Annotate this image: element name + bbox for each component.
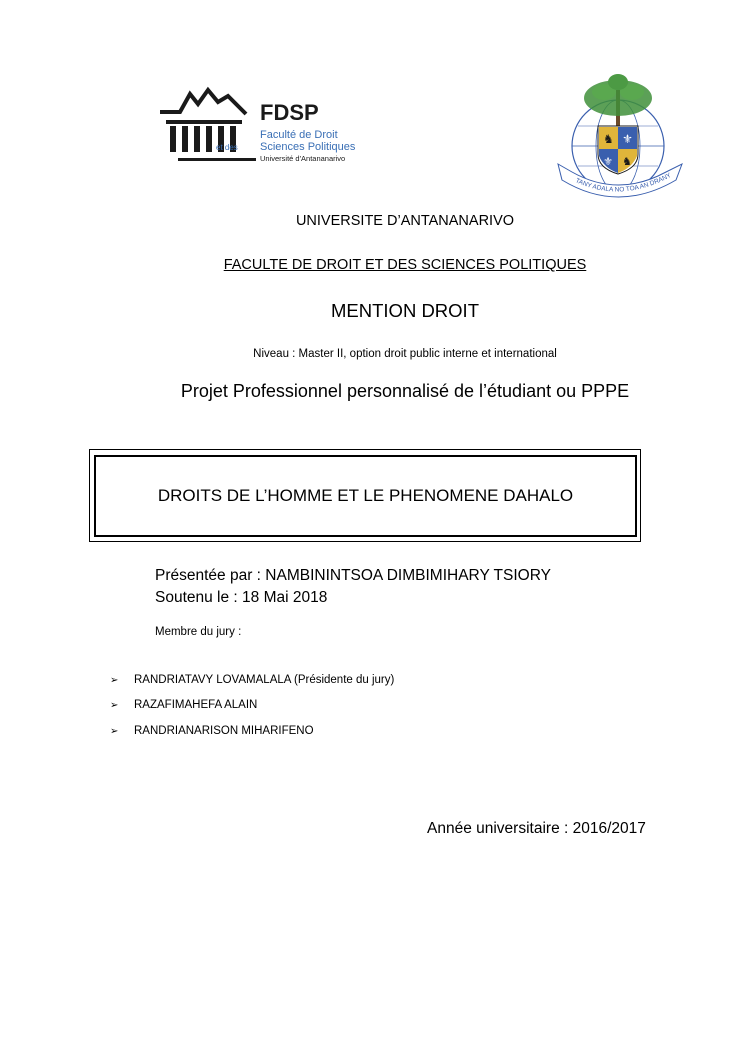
university-name: UNIVERSITE D’ANTANANARIVO: [295, 213, 515, 229]
list-item: [110, 674, 394, 686]
fdsp-line3: Université d'Antananarivo: [260, 154, 346, 163]
fdsp-abbr: FDSP: [260, 100, 319, 125]
list-item: [110, 725, 314, 737]
arrow-bullet-icon: ➢: [110, 699, 119, 711]
fdsp-line1: Faculté de Droit: [260, 129, 338, 141]
seal-motto: TANY ADALA NO TOA AN DRANY: [574, 171, 673, 194]
university-seal-logo: [554, 68, 686, 208]
list-item: [110, 699, 257, 711]
svg-text:⚜: ⚜: [622, 132, 633, 146]
jury-label: Membre du jury :: [155, 626, 242, 638]
fdsp-line2-prefix: et des: [216, 143, 238, 152]
jury-member-name: RANDRIATAVY LOVAMALALA (Présidente du jury): [134, 674, 395, 686]
defense-date: Soutenu le : 18 Mai 2018: [155, 589, 328, 606]
svg-text:⚜: ⚜: [603, 156, 613, 168]
arrow-bullet-icon: ➢: [110, 725, 119, 737]
jury-member-name: RANDRIANARISON MIHARIFENO: [134, 725, 314, 737]
mention-title: MENTION DROIT: [331, 300, 479, 321]
svg-text:♞: ♞: [603, 132, 614, 146]
document-title: DROITS DE L’HOMME ET LE PHENOMENE DAHALO: [157, 486, 574, 505]
projet-title: Projet Professionnel personnalisé de l’étudiant ou PPPE: [180, 381, 630, 401]
arrow-bullet-icon: ➢: [110, 674, 119, 686]
faculty-name: FACULTE DE DROIT ET DES SCIENCES POLITIQUES: [223, 257, 587, 273]
jury-member-name: RAZAFIMAHEFA ALAIN: [134, 699, 258, 711]
presented-by: Présentée par : NAMBININTSOA DIMBIMIHARY TSIORY: [155, 567, 551, 584]
niveau-text: Niveau : Master II, option droit public interne et international: [253, 348, 557, 360]
academic-year: Année universitaire : 2016/2017: [427, 820, 646, 837]
svg-text:♞: ♞: [622, 156, 632, 168]
fdsp-line2: Sciences Politiques: [260, 141, 356, 153]
fdsp-logo: [158, 84, 368, 172]
